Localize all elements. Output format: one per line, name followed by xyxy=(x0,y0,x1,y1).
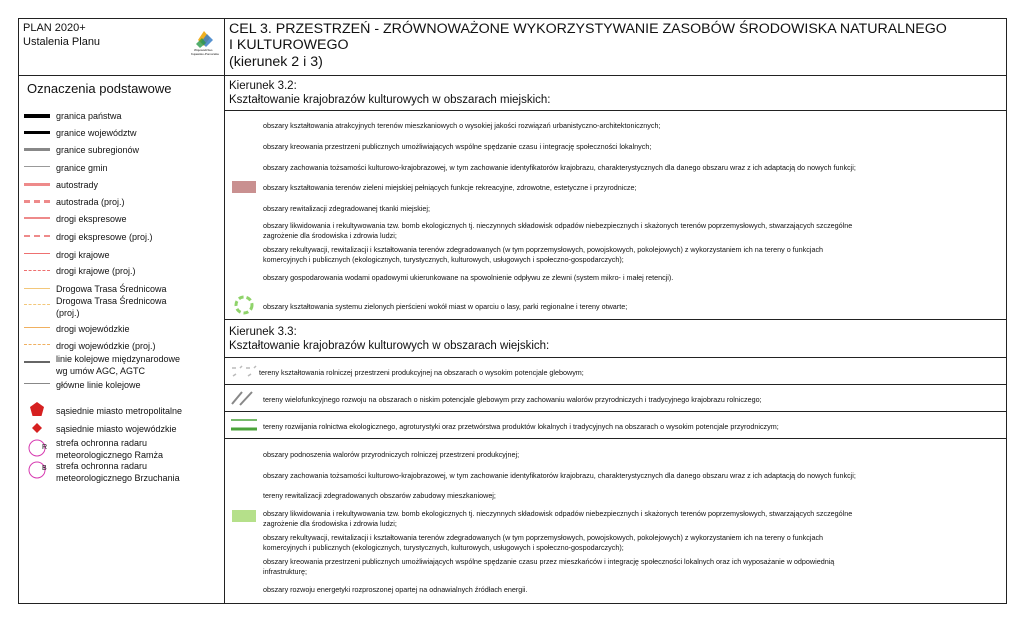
legend-label: autostrady xyxy=(56,180,99,190)
expressway-symbol xyxy=(24,217,50,219)
k33-row: tereny rozwijania rolnictwa ekologicznego, agroturystyki oraz przetwórstwa produktów lokalnych i tradycyjnych na obszarach o wysokim potencjale przyrodniczym; xyxy=(263,422,779,431)
legend-title: Oznaczenia podstawowe xyxy=(27,81,172,96)
legend-label: drogi krajowe xyxy=(56,250,110,260)
k33-row: tereny wielofunkcyjnego rozwoju na obszarach o niskim potencjale glebowym przy zachowaniu walorów przyrodniczych i tradycyjnego krajobrazu rolniczego; xyxy=(263,395,762,404)
legend-label: drogi ekspresowe (proj.) xyxy=(56,232,153,242)
k33-row2-divider xyxy=(224,411,1007,412)
legend-label: drogi krajowe (proj.) xyxy=(56,266,136,276)
region-logo xyxy=(189,26,219,58)
goal-title-line3: (kierunek 2 i 3) xyxy=(229,54,323,70)
header-divider xyxy=(18,75,1007,76)
voivodeship-city-icon xyxy=(32,423,42,433)
legend-label: główne linie kolejowe xyxy=(56,380,141,390)
k32-row: obszary kształtowania systemu zielonych pierścieni wokół miast w oparciu o lasy, parki regionalne i tereny otwarte; xyxy=(263,302,628,311)
goal-title-line1: CEL 3. PRZESTRZEŃ - ZRÓWNOWAŻONE WYKORZYSTYWANIE ZASOBÓW ŚRODOWISKA NATURALNEGO xyxy=(229,21,947,37)
k33-row: obszary kreowania przestrzeni publicznych umożliwiających wspólne spędzanie czasu przez mieszkańców i integrację społeczności lokalnych oraz ich wyposażanie w odpowiednią xyxy=(263,557,835,566)
legend-label: sąsiednie miasto metropolitalne xyxy=(56,406,183,416)
k33-row: komercyjnych i publicznych (ekologicznych, turystycznych, kulturowych, usługowych i społeczno-gospodarczych); xyxy=(263,543,624,552)
subregion-border-symbol xyxy=(24,148,50,151)
legend-label: drogi wojewódzkie xyxy=(56,324,130,334)
legend-label: Drogowa Trasa Średnicowa xyxy=(56,296,167,306)
legend-label: (proj.) xyxy=(56,308,80,318)
radar-brzuchania-letter: B xyxy=(42,465,47,472)
k32-row: obszary zachowania tożsamości kulturowo-krajobrazowej, w tym zachowanie identyfikatorów krajobrazu, charakterystycznych dla danego obszaru wraz z ich adaptacją do nowych funkcji; xyxy=(263,163,856,172)
commune-border-symbol xyxy=(24,166,50,167)
k32-title: Kierunek 3.2: xyxy=(229,80,297,92)
green-ring-icon xyxy=(232,293,256,317)
legend-label: meteorologicznego Ramża xyxy=(56,450,164,460)
k33-top-divider xyxy=(224,319,1007,320)
k32-subtitle: Kształtowanie krajobrazów kulturowych w obszarach miejskich: xyxy=(229,94,551,106)
column-divider xyxy=(224,18,225,604)
national-road-symbol xyxy=(24,253,50,254)
k32-row: obszary rekultywacji, rewitalizacji i kształtowania terenów zdegradowanych (w tym poprzemysłowych, powojskowych, pokolejowych) z wykorzystaniem ich na tereny o funkcjach xyxy=(263,245,824,254)
k33-row: obszary likwidowania i rekultywowania tzw. bomb ekologicznych tj. nieczynnych składowisk odpadów niebezpiecznych i skażonych terenów poprzemysłowych, stwarzających szczególne xyxy=(263,509,853,518)
k32-row: obszary gospodarowania wodami opadowymi ukierunkowane na spowolnienie odpływu ze zlewni (system mikro- i małej retencji). xyxy=(263,273,674,282)
voivodeship-road-proj-symbol xyxy=(24,344,50,345)
legend-label: strefa ochronna radaru xyxy=(56,438,148,448)
metropolitan-city-icon xyxy=(29,401,45,417)
legend-label: wg umów AGC, AGTC xyxy=(56,366,146,376)
k33-rural-swatch xyxy=(232,510,256,522)
k33-row: obszary rekultywacji, rewitalizacji i kształtowania terenów zdegradowanych (w tym poprzemysłowych, powojskowych, pokolejowych) z wykorzystaniem ich na tereny o funkcjach xyxy=(263,533,824,542)
main-railway-symbol xyxy=(24,383,50,384)
legend-label: autostrada (proj.) xyxy=(56,197,125,207)
goal-title-line2: I KULTUROWEGO xyxy=(229,37,349,53)
motorway-symbol xyxy=(24,183,50,186)
k33-title: Kierunek 3.3: xyxy=(229,326,297,338)
trasa-proj-symbol xyxy=(24,304,50,305)
legend-label: sąsiednie miasto wojewódzkie xyxy=(56,424,177,434)
legend-label: strefa ochronna radaru xyxy=(56,461,148,471)
eco-farming-icon xyxy=(230,416,258,434)
k32-green-areas-swatch xyxy=(232,181,256,193)
k32-row: komercyjnych i publicznych (ekologicznych, turystycznych, kulturowych, usługowych i społeczno-gospodarczych); xyxy=(263,255,624,264)
k33-row: zagrożenie dla środowiska i zdrowia ludzi; xyxy=(263,519,397,528)
k32-title-divider xyxy=(224,110,1007,111)
k33-row3-divider xyxy=(224,438,1007,439)
state-border-symbol xyxy=(24,114,50,118)
legend-label: granice województw xyxy=(56,128,137,138)
trasa-symbol xyxy=(24,288,50,289)
k33-title-divider xyxy=(224,357,1007,358)
voivodeship-border-symbol xyxy=(24,131,50,134)
k32-row: obszary rewitalizacji zdegradowanej tkanki miejskiej; xyxy=(263,204,430,213)
national-road-proj-symbol xyxy=(24,270,50,271)
expressway-proj-symbol xyxy=(24,235,50,237)
k33-row: obszary rozwoju energetyki rozproszonej opartej na odnawialnych źródłach energii. xyxy=(263,585,528,594)
k32-row: obszary kształtowania terenów zieleni miejskiej pełniących funkcje rekreacyjne, zdrowotne, estetyczne i przyrodnicze; xyxy=(263,183,637,192)
k33-subtitle: Kształtowanie krajobrazów kulturowych w obszarach wiejskich: xyxy=(229,340,550,352)
voivodeship-road-symbol xyxy=(24,327,50,328)
k32-row: obszary likwidowania i rekultywowania tzw. bomb ekologicznych tj. nieczynnych składowisk odpadów niebezpiecznych i skażonych terenów poprzemysłowych, stwarzających szczególne xyxy=(263,221,853,230)
k32-row: obszary kreowania przestrzeni publicznych umożliwiających wspólne spędzanie czasu i integrację społeczności lokalnych; xyxy=(263,142,652,151)
legend-label: drogi ekspresowe xyxy=(56,214,127,224)
legend-label: drogi wojewódzkie (proj.) xyxy=(56,341,156,351)
k33-row: infrastrukturę; xyxy=(263,567,307,576)
motorway-proj-symbol xyxy=(24,200,50,203)
legend-label: linie kolejowe międzynarodowe xyxy=(56,354,181,364)
plan-title: PLAN 2020+ xyxy=(23,22,86,34)
high-soil-dots-icon xyxy=(230,364,258,380)
legend-label: Drogowa Trasa Średnicowa xyxy=(56,284,167,294)
k33-row1-divider xyxy=(224,384,1007,385)
plan-subtitle: Ustalenia Planu xyxy=(23,36,101,48)
logo-text-2: Kujawsko-Pomorskie xyxy=(191,52,220,56)
k33-row: tereny rewitalizacji zdegradowanych obszarów zabudowy mieszkaniowej; xyxy=(263,491,496,500)
k33-row: obszary zachowania tożsamości kulturowo-krajobrazowej, w tym zachowanie identyfikatorów krajobrazu, charakterystycznych dla danego obszaru wraz z ich adaptacją do nowych funkcji; xyxy=(263,471,856,480)
legend-label: granice subregionów xyxy=(56,145,140,155)
logo-text-1: Województwo xyxy=(194,48,213,52)
legend-label: meteorologicznego Brzuchania xyxy=(56,473,180,483)
legend-label: granice gmin xyxy=(56,163,108,173)
k33-row: obszary podnoszenia walorów przyrodniczych rolniczej przestrzeni produkcyjnej; xyxy=(263,450,520,459)
radar-ramza-letter: R xyxy=(42,444,48,451)
intl-railway-symbol xyxy=(24,361,50,363)
k32-row: obszary kształtowania atrakcyjnych terenów mieszkaniowych o wysokiej jakości rozwiązań urbanistyczno-architektonicznych; xyxy=(263,121,661,130)
k32-row: zagrożenie dla środowiska i zdrowia ludzi; xyxy=(263,231,397,240)
multifunction-hatch-icon xyxy=(230,390,258,406)
k33-row: tereny kształtowania rolniczej przestrzeni produkcyjnej na obszarach o wysokim potencjale glebowym; xyxy=(259,368,584,377)
legend-label: granica państwa xyxy=(56,111,122,121)
